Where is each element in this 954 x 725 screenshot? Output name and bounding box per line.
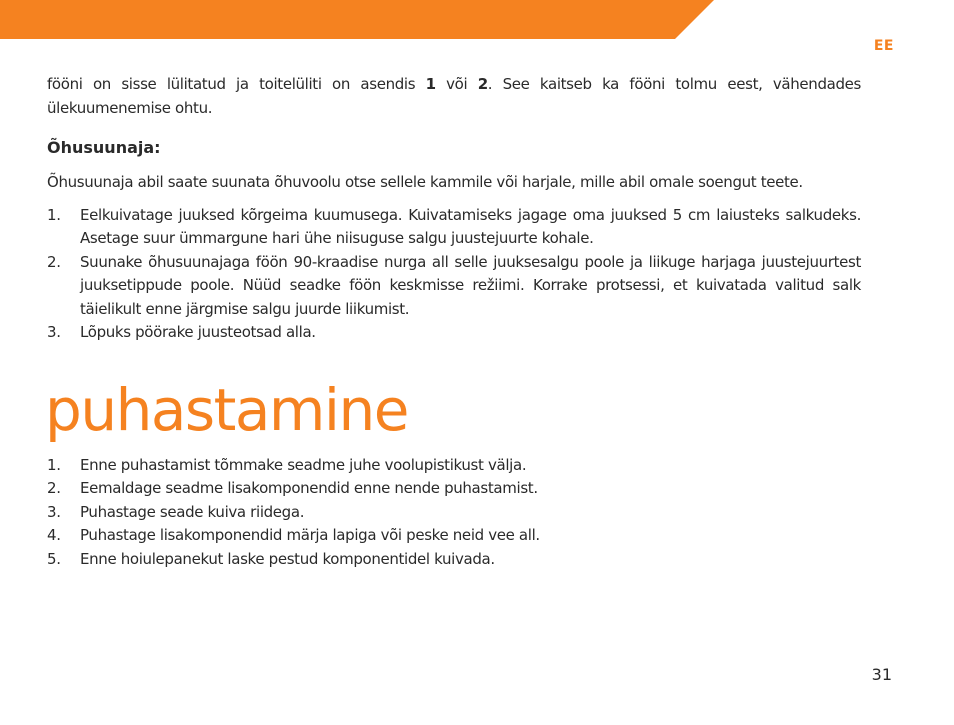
- list-item: [47, 204, 861, 251]
- air-director-paragraph: Õhusuunaja abil saate suunata õhuvoolu otse sellele kammile või harjale, mille abil omale soengut teete.: [47, 173, 803, 191]
- list-item: [47, 251, 861, 322]
- intro-paragraph: [47, 73, 861, 120]
- intro-bold-2: 2: [477, 75, 488, 93]
- list-item: [47, 501, 861, 525]
- cleaning-section-title: puhastamine: [45, 375, 408, 444]
- list-item: [47, 454, 861, 478]
- list-item: [47, 548, 861, 572]
- list-number: 3.: [47, 502, 61, 521]
- intro-text-2: või: [435, 75, 478, 93]
- list-text: Puhastage lisakomponendid märja lapiga või peske neid vee all.: [80, 526, 540, 544]
- list-number: 1.: [47, 455, 61, 474]
- page-number: 31: [871, 665, 892, 684]
- air-director-steps: [47, 204, 861, 345]
- list-text: Eemaldage seadme lisakomponendid enne nende puhastamist.: [80, 479, 538, 497]
- page-content: [47, 73, 861, 571]
- list-text: Puhastage seade kuiva riidega.: [80, 502, 305, 521]
- list-text: Enne puhastamist tõmmake seadme juhe voolupistikust välja.: [80, 455, 527, 474]
- orange-header-bar: [0, 0, 714, 39]
- intro-text-1: fööni on sisse lülitatud ja toitelüliti on asendis: [47, 75, 426, 93]
- cleaning-steps: [47, 454, 861, 572]
- list-text: Suunake õhusuunajaga föön 90-kraadise nurga all selle juuksesalgu poole ja liikuge harjaga juustejuurtest juuksetippude poole. Nüüd seadke föön keskmisse režiimi. Korrake protsessi, et kuivatada valitud salk täielikult enne järgmise salgu juurde liikumist.: [80, 252, 861, 318]
- list-item: [47, 477, 861, 501]
- intro-text-3: . See kaitseb ka fööni tolmu eest, vähendades ülekuumenemise ohtu.: [47, 75, 861, 117]
- list-item: [47, 321, 861, 345]
- list-number: 1.: [47, 205, 61, 224]
- list-text: Eelkuivatage juuksed kõrgeima kuumusega. Kuivatamiseks jagage oma juuksed 5 cm laiusteks salkudeks. Asetage suur ümmargune hari ühe niisuguse salgu juustejuurte kohale.: [80, 205, 861, 247]
- list-number: 2.: [47, 252, 61, 271]
- list-number: 3.: [47, 323, 61, 341]
- air-director-heading: Õhusuunaja:: [47, 138, 161, 157]
- list-number: 5.: [47, 549, 61, 568]
- list-text: Enne hoiulepanekut laske pestud komponentidel kuivada.: [80, 549, 495, 568]
- intro-bold-1: 1: [425, 75, 436, 93]
- list-number: 2.: [47, 479, 61, 497]
- list-item: [47, 524, 861, 548]
- list-text: Lõpuks pöörake juusteotsad alla.: [80, 323, 316, 341]
- list-number: 4.: [47, 526, 61, 544]
- language-code: EE: [873, 38, 894, 54]
